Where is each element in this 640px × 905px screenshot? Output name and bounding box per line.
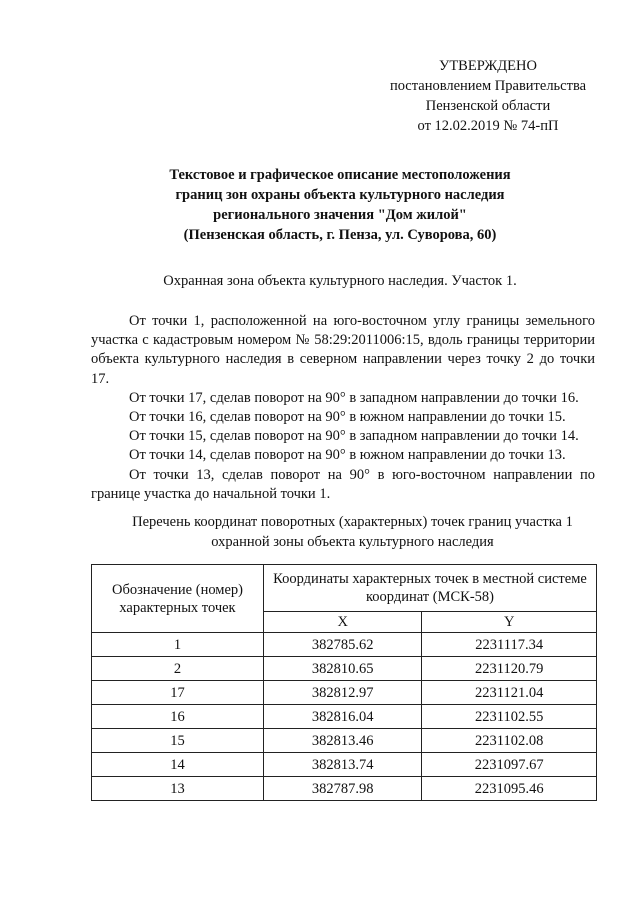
cell-y: 2231121.04 — [422, 681, 597, 705]
header-y: Y — [422, 612, 597, 633]
cell-x: 382810.65 — [264, 657, 422, 681]
title-line-1: Текстовое и графическое описание местоположения — [169, 167, 511, 183]
cell-y: 2231095.46 — [422, 777, 597, 801]
paragraph: От точки 13, сделав поворот на 90° в юго-восточном направлении по границе участка до начальной точки 1. — [91, 466, 595, 502]
document-title — [100, 165, 580, 245]
caption-line-2: охранной зоны объекта культурного наследия — [211, 534, 494, 550]
cell-x: 382813.74 — [264, 753, 422, 777]
cell-point: 2 — [92, 657, 264, 681]
cell-x: 382812.97 — [264, 681, 422, 705]
cell-x: 382785.62 — [264, 633, 422, 657]
cell-point: 14 — [92, 753, 264, 777]
header-coordinates: Координаты характерных точек в местной системе координат (МСК-58) — [264, 565, 597, 612]
cell-y: 2231102.08 — [422, 729, 597, 753]
boundary-description — [91, 312, 595, 504]
approval-line-4: от 12.02.2019 № 74-пП — [417, 118, 559, 134]
title-line-2: границ зон охраны объекта культурного наследия — [175, 187, 505, 203]
title-line-3: регионального значения "Дом жилой" — [213, 207, 467, 223]
cell-x: 382816.04 — [264, 705, 422, 729]
paragraph: От точки 15, сделав поворот на 90° в западном направлении до точки 14. — [129, 428, 579, 445]
table-row — [92, 633, 597, 657]
approval-line-2: постановлением Правительства — [389, 78, 587, 94]
cell-point: 17 — [92, 681, 264, 705]
approval-stamp — [372, 56, 604, 136]
cell-y: 2231097.67 — [422, 753, 597, 777]
table-row — [92, 777, 597, 801]
coordinates-table — [91, 564, 597, 801]
header-designation: Обозначение (номер) характерных точек — [92, 565, 264, 633]
paragraph: От точки 17, сделав поворот на 90° в западном направлении до точки 16. — [129, 389, 579, 406]
cell-point: 16 — [92, 705, 264, 729]
cell-y: 2231120.79 — [422, 657, 597, 681]
approval-line-1: УТВЕРЖДЕНО — [439, 58, 537, 74]
cell-point: 13 — [92, 777, 264, 801]
table-header-row — [92, 565, 597, 612]
cell-x: 382787.98 — [264, 777, 422, 801]
cell-x: 382813.46 — [264, 729, 422, 753]
table-row — [92, 681, 597, 705]
header-x: X — [264, 612, 422, 633]
cell-y: 2231117.34 — [422, 633, 597, 657]
table-row — [92, 705, 597, 729]
approval-line-3: Пензенской области — [425, 98, 551, 114]
caption-line-1: Перечень координат поворотных (характерных) точек границ участка 1 — [132, 514, 573, 530]
table-row — [92, 753, 597, 777]
paragraph: От точки 1, расположенной на юго-восточном углу границы земельного участка с кадастровым номером № 58:29:2011006:15, вдоль границы территории объекта культурного наследия в северном направлении через точку 2 до точки 17. — [91, 313, 595, 387]
cell-y: 2231102.55 — [422, 705, 597, 729]
table-row — [92, 729, 597, 753]
paragraph: От точки 16, сделав поворот на 90° в южном направлении до точки 15. — [129, 409, 566, 426]
cell-point: 15 — [92, 729, 264, 753]
table-caption — [100, 512, 605, 552]
zone-heading: Охранная зона объекта культурного наследия. Участок 1. — [163, 273, 517, 289]
table-row — [92, 657, 597, 681]
paragraph: От точки 14, сделав поворот на 90° в южном направлении до точки 13. — [129, 447, 566, 464]
cell-point: 1 — [92, 633, 264, 657]
title-line-4: (Пензенская область, г. Пенза, ул. Суворова, 60) — [183, 227, 497, 243]
